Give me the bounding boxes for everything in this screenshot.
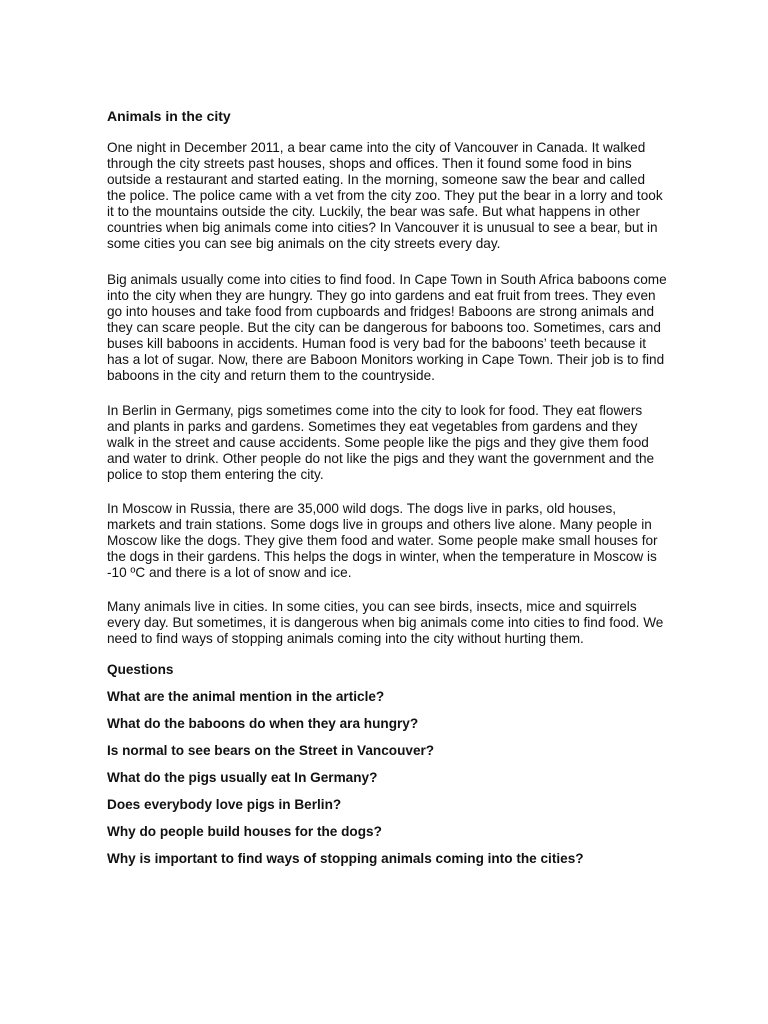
questions-heading: Questions	[107, 662, 174, 677]
question-item: Why do people build houses for the dogs?	[107, 824, 382, 839]
question-item: Does everybody love pigs in Berlin?	[107, 797, 342, 812]
question-item: What are the animal mention in the article?	[107, 689, 385, 704]
question-item: Why is important to find ways of stopping animals coming into the cities?	[107, 851, 584, 866]
paragraph-cape-town: Big animals usually come into cities to find food. In Cape Town in South Africa baboons come into the city when they are hungry. They go into gardens and eat fruit from trees. They even go into houses and take food from cupboards and fridges! Baboons are strong animals and they can scare people. But the city can be dangerous for baboons too. Sometimes, cars and buses kill baboons in accidents. Human food is very bad for the baboons’ teeth because it has a lot of sugar. Now, there are Baboon Monitors working in Cape Town. Their job is to find baboons in the city and return them to the countryside.	[107, 272, 667, 383]
paragraph-berlin: In Berlin in Germany, pigs sometimes come into the city to look for food. They eat flowers and plants in parks and gardens. Sometimes they eat vegetables from gardens and they walk in the street and cause accidents. Some people like the pigs and they give them food and water to drink. Other people do not like the pigs and they want the government and the police to stop them entering the city.	[107, 403, 655, 482]
question-item: Is normal to see bears on the Street in Vancouver?	[107, 743, 435, 758]
paragraph-vancouver: One night in December 2011, a bear came into the city of Vancouver in Canada. It walked through the city streets past houses, shops and offices. Then it found some food in bins outside a restaurant and started eating. In the morning, someone saw the bear and called the police. The police came with a vet from the city zoo. They put the bear in a lorry and took it to the mountains outside the city. Luckily, the bear was safe. But what happens in other countries when big animals come into cities? In Vancouver it is unusual to see a bear, but in some cities you can see big animals on the city streets every day.	[107, 140, 663, 251]
article-title: Animals in the city	[107, 108, 231, 124]
paragraph-conclusion: Many animals live in cities. In some cities, you can see birds, insects, mice and squirrels every day. But sometimes, it is dangerous when big animals come into cities to find food. We need to find ways of stopping animals coming into the city without hurting them.	[107, 599, 664, 646]
paragraph-moscow: In Moscow in Russia, there are 35,000 wild dogs. The dogs live in parks, old houses, markets and train stations. Some dogs live in groups and others live alone. Many people in Moscow like the dogs. They give them food and water. Some people make small houses for the dogs in their gardens. This helps the dogs in winter, when the temperature in Moscow is -10 ºC and there is a lot of snow and ice.	[107, 501, 658, 580]
question-item: What do the pigs usually eat In Germany?	[107, 770, 378, 785]
question-item: What do the baboons do when they ara hungry?	[107, 716, 419, 731]
